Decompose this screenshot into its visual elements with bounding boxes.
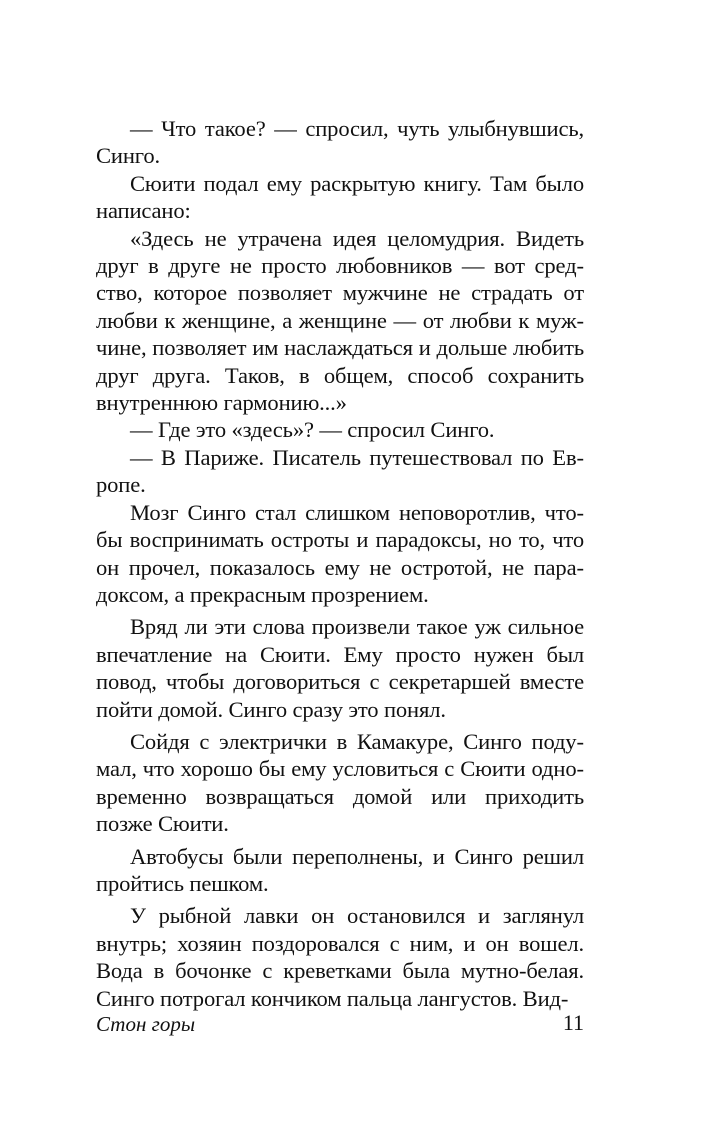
body-text [96,115,584,1012]
running-title: Стон горы [96,1012,196,1036]
paragraph-3: «Здесь не утрачена идея целомудрия. Видеть друг в друге не просто любовников — вот средство, которое позволяет мужчине не страдать от любви к женщине, а женщине — от любви к мужчине, позволяет им наслаждаться и дольше любить друг друга. Таков, в общем, способ сохранить внутреннюю гармонию...» [96,225,584,416]
paragraph-7: Вряд ли эти слова произвели такое уж сильное впечатление на Сюити. Ему просто нужен был повод, чтобы договориться с секретаршей вместе пойти домой. Синго сразу это понял. [96,614,584,722]
paragraph-5: — В Париже. Писатель путешествовал по Европе. [96,444,584,498]
paragraph-9: Автобусы были переполнены, и Синго решил пройтись пешком. [96,843,584,896]
paragraph-1: — Что такое? — спросил, чуть улыбнувшись, Синго. [96,116,584,169]
paragraph-10: У рыбной лавки он остановился и заглянул внутрь; хозяин поздоровался с ним, и он вошел. Вода в бочонке с креветками была мутно-белая. Синго потрогал кончиком пальца лангустов. Вид- [96,903,584,1011]
paragraph-2: Сюити подал ему раскрытую книгу. Там было написано: [96,170,584,224]
paragraph-4: — Где это «здесь»? — спросил Синго. [130,417,495,443]
paragraph-6: Мозг Синго стал слишком неповоротлив, чтобы воспринимать остроты и парадоксы, но то, что он прочел, показалось ему не остротой, не парадоксом, а прекрасным прозрением. [96,499,584,607]
page-number: 11 [562,1010,584,1035]
paragraph-8: Сойдя с электрички в Камакуре, Синго подумал, что хорошо бы ему условиться с Сюити одновременно возвращаться домой или приходить позже Сюити. [96,728,584,837]
